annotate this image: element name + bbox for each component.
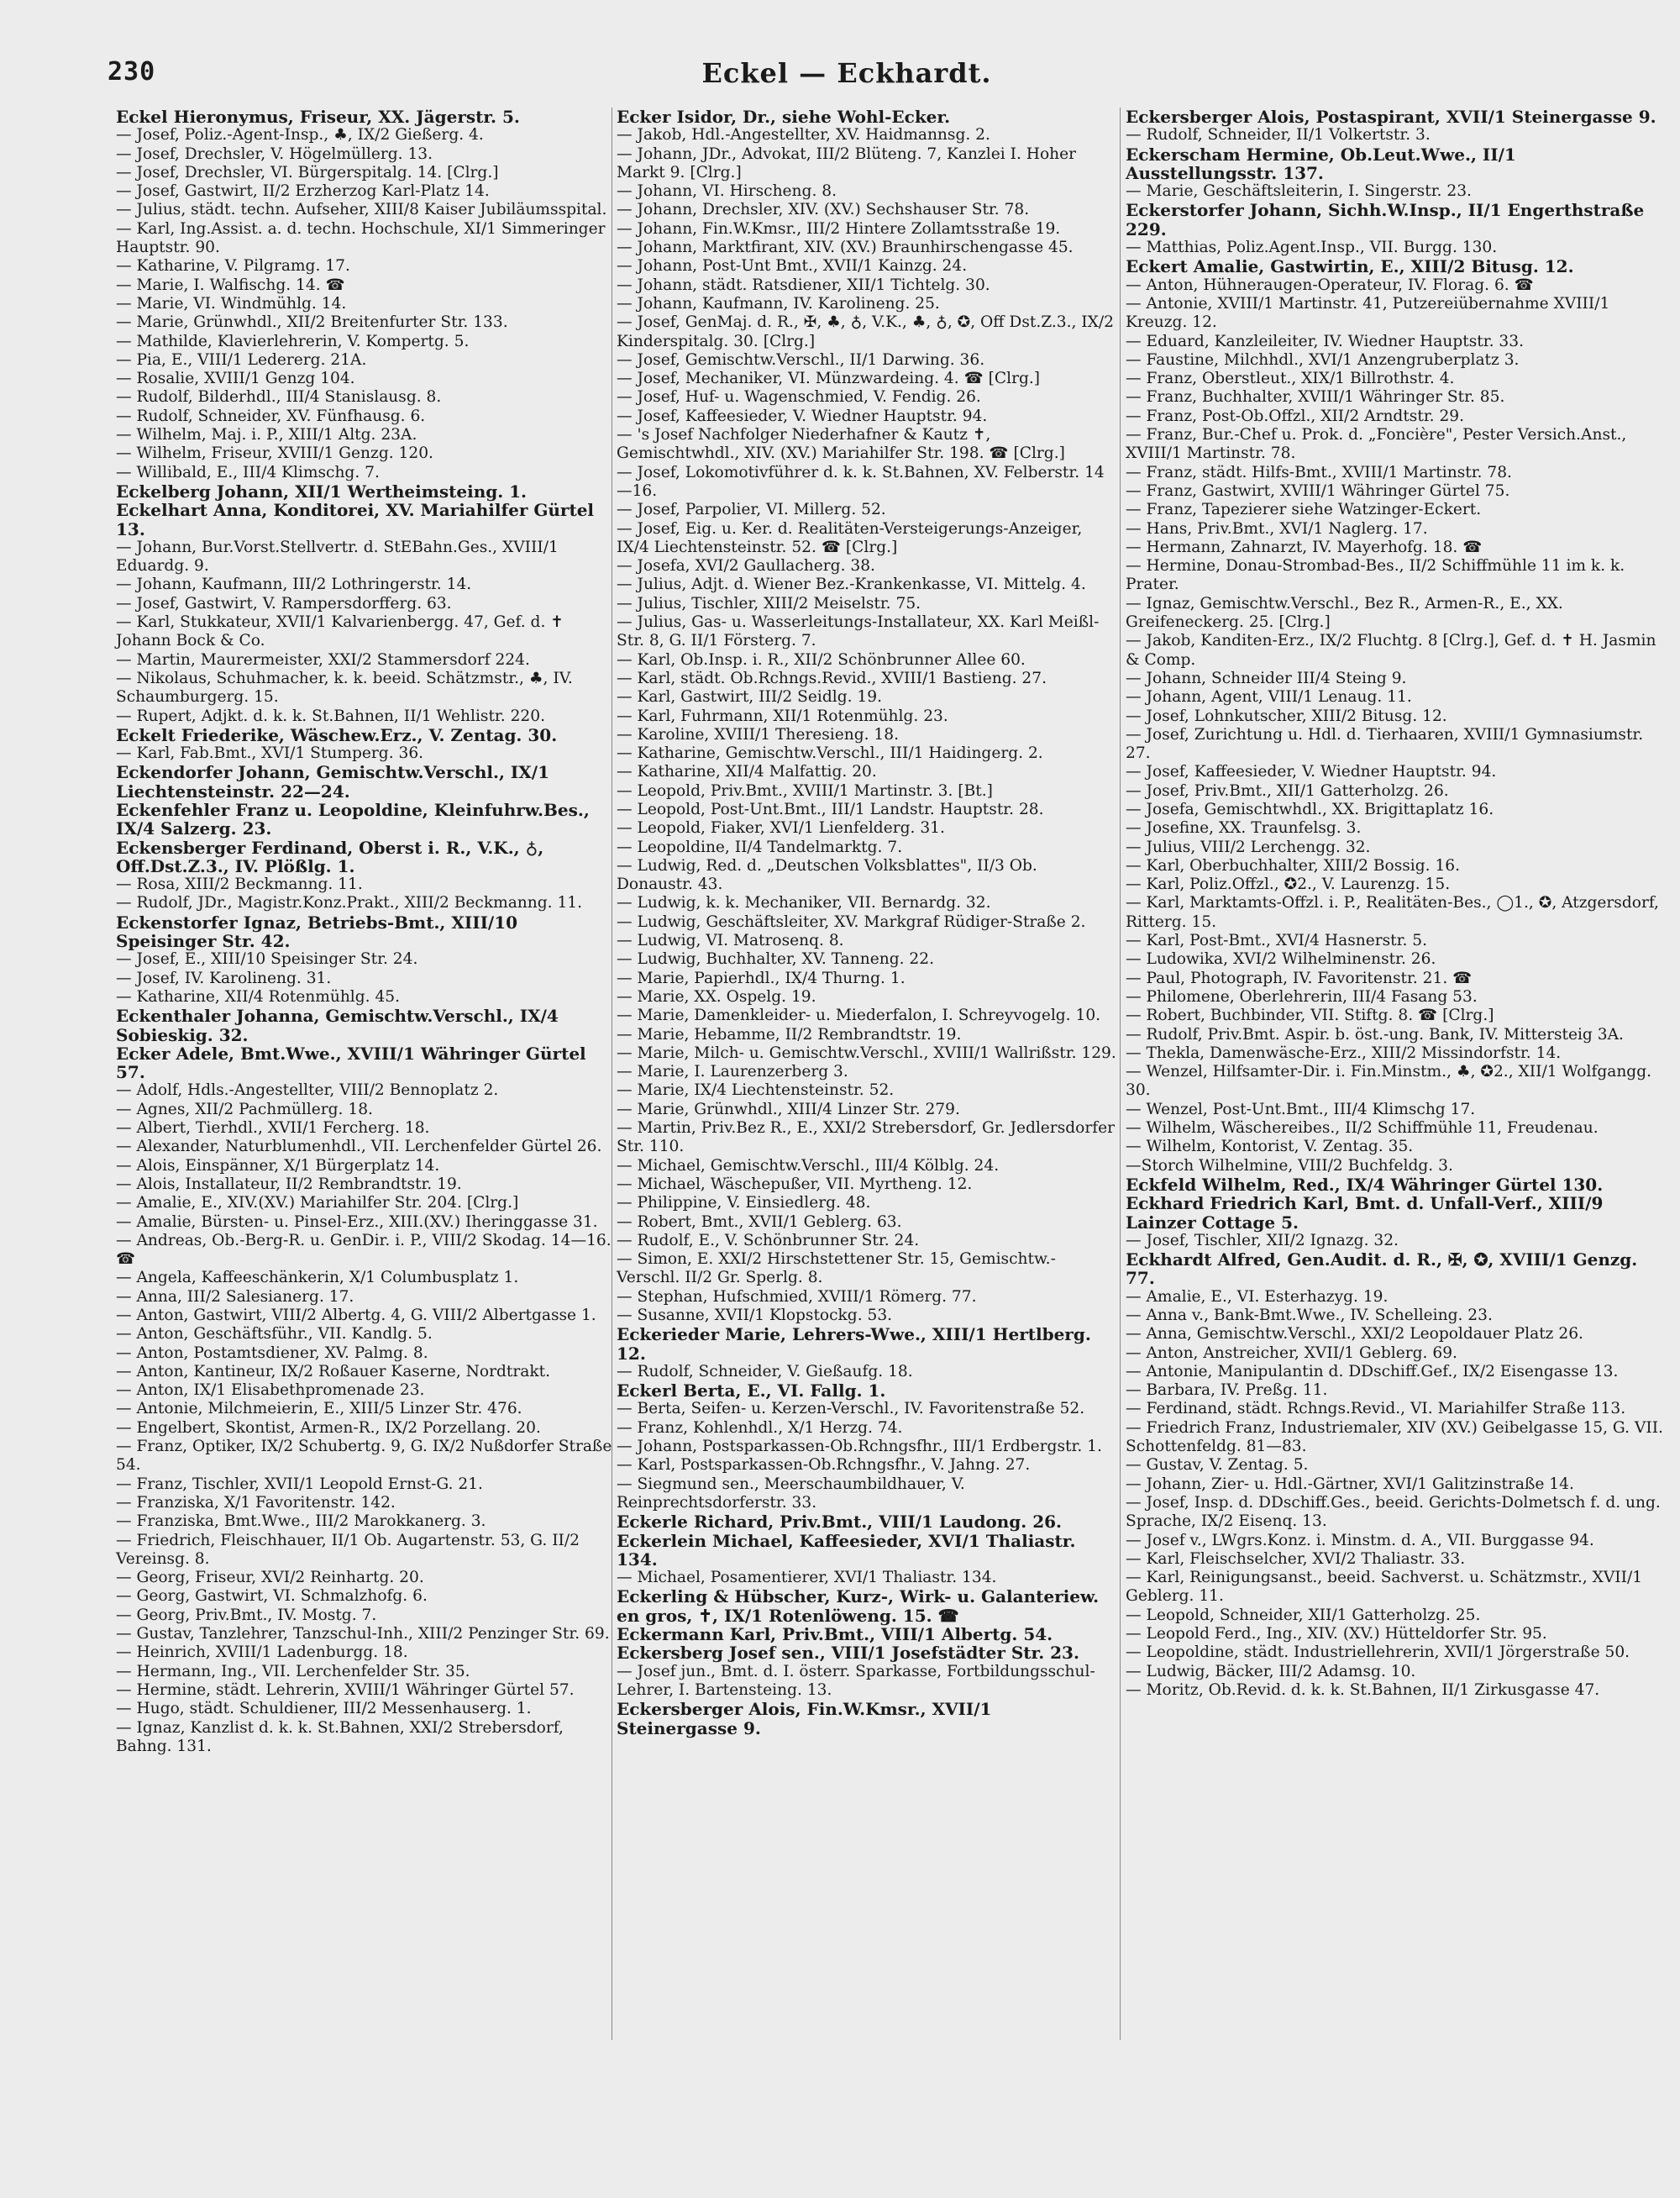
directory-entry: Eckerl Berta, E., VI. Fallg. 1.	[617, 1380, 886, 1401]
directory-entry: — Josef, Lokomotivführer d. k. k. St.Bahnen, XV. Felberstr. 14—16.	[617, 463, 1105, 500]
directory-entry: — Rudolf, E., V. Schönbrunner Str. 24.	[617, 1231, 920, 1249]
directory-entry: — Marie, Geschäftsleiterin, I. Singerstr. 23.	[1126, 182, 1472, 201]
directory-entry: — Leopold, Fiaker, XVI/1 Lienfelderg. 31.	[617, 819, 945, 838]
column-left	[116, 108, 617, 1756]
directory-entry: — Ferdinand, städt. Rchngs.Revid., VI. Mariahilfer Straße 113.	[1126, 1400, 1626, 1418]
directory-entry: — Franziska, X/1 Favoritenstr. 142.	[116, 1493, 396, 1512]
directory-entry: — Siegmund sen., Meerschaumbildhauer, V. Reinprechtsdorferstr. 33.	[617, 1475, 965, 1512]
directory-entry: Eckerle Richard, Priv.Bmt., VIII/1 Laudong. 26.	[617, 1512, 1063, 1533]
directory-entry: — Georg, Gastwirt, VI. Schmalzhofg. 6.	[116, 1587, 428, 1606]
directory-entry: —Storch Wilhelmine, VIII/2 Buchfeldg. 3.	[1126, 1156, 1453, 1175]
directory-entry: — Marie, Papierhdl., IX/4 Thurng. 1.	[617, 969, 906, 987]
directory-entry: — Josef, Parpolier, VI. Millerg. 52.	[617, 501, 886, 519]
directory-entry: — Ludwig, k. k. Mechaniker, VII. Bernardg. 32.	[617, 894, 991, 912]
directory-entry: — Josef, E., XIII/10 Speisinger Str. 24.	[116, 950, 418, 969]
directory-entry: — Karoline, XVIII/1 Theresieng. 18.	[617, 725, 899, 744]
directory-entry: — Hermine, städt. Lehrerin, XVIII/1 Währinger Gürtel 57.	[116, 1680, 575, 1699]
directory-entry: — Ignaz, Gemischtw.Verschl., Bez R., Armen-R., E., XX. Greifeneckerg. 25. [Clrg.]	[1126, 594, 1563, 632]
directory-entry: Ecker Adele, Bmt.Wwe., XVIII/1 Währinger Gürtel 57.	[116, 1043, 586, 1083]
directory-entry: — Josef, Huf- u. Wagenschmied, V. Fendig. 26.	[617, 388, 981, 407]
directory-entry: — Rudolf, Bilderhdl., III/4 Stanislausg. 8.	[116, 388, 442, 407]
directory-entry: — Hugo, städt. Schuldiener, III/2 Messenhauserg. 1.	[116, 1700, 532, 1718]
directory-entry: — Franz, Bur.-Chef u. Prok. d. „Foncière", Pester Versich.Anst., XVIII/1 Martinstr. 78.	[1126, 426, 1627, 463]
directory-entry: Eckermann Karl, Priv.Bmt., VIII/1 Albertg. 54.	[617, 1624, 1053, 1645]
directory-entry: — Ludwig, VI. Matrosenq. 8.	[617, 932, 844, 950]
directory-entry: Eckelberg Johann, XII/1 Wertheimsteing. 1.	[116, 481, 528, 502]
directory-entry: — Karl, Gastwirt, III/2 Seidlg. 19.	[617, 688, 883, 707]
directory-entry: Eckerling & Hübscher, Kurz-, Wirk- u. Galanteriew. en gros, ✝, IX/1 Rotenlöweng. 15. ☎	[617, 1586, 1100, 1626]
directory-entry: — Leopoldine, städt. Industriellehrerin, XVII/1 Jörgerstraße 50.	[1126, 1643, 1630, 1662]
directory-entry: — Karl, Fab.Bmt., XVI/1 Stumperg. 36.	[116, 744, 424, 763]
directory-entry: — Friedrich, Fleischhauer, II/1 Ob. Augartenstr. 53, G. II/2 Vereinsg. 8.	[116, 1531, 580, 1568]
directory-entry: — Alois, Installateur, II/2 Rembrandtstr. 19.	[116, 1175, 462, 1193]
directory-entry: Eckfeld Wilhelm, Red., IX/4 Währinger Gürtel 130.	[1126, 1174, 1604, 1195]
directory-entry: Eckerlein Michael, Kaffeesieder, XVI/1 Thaliastr. 134.	[617, 1530, 1076, 1570]
directory-entry: — Moritz, Ob.Revid. d. k. k. St.Bahnen, II/1 Zirkusgasse 47.	[1126, 1680, 1600, 1699]
directory-entry: — Rudolf, Schneider, V. Gießaufg. 18.	[617, 1362, 913, 1380]
directory-entry: — Josefa, Gemischtwhdl., XX. Brigittaplatz 16.	[1126, 800, 1494, 818]
directory-entry: — Josef, Eig. u. Ker. d. Realitäten-Versteigerungs-Anzeiger, IX/4 Liechtensteinstr. 52. ☎ [Clrg.]	[617, 519, 1083, 556]
directory-entry: — Hermine, Donau-Strombad-Bes., II/2 Schiffmühle 11 im k. k. Prater.	[1126, 557, 1625, 594]
directory-entry: — Johann, Drechsler, XIV. (XV.) Sechshauser Str. 78.	[617, 201, 1030, 219]
directory-entry: — Franz, städt. Hilfs-Bmt., XVIII/1 Martinstr. 78.	[1126, 463, 1512, 481]
directory-entry: — Karl, Fleischselcher, XVI/2 Thaliastr. 33.	[1126, 1549, 1466, 1568]
directory-entry: Eckendorfer Johann, Gemischtw.Verschl., IX/1 Liechtensteinstr. 22—24.	[116, 762, 549, 802]
directory-entry: — Simon, E. XXI/2 Hirschstettener Str. 15, Gemischtw.-Verschl. II/2 Gr. Sperlg. 8.	[617, 1250, 1056, 1287]
directory-entry: — Karl, Post-Bmt., XVI/4 Hasnerstr. 5.	[1126, 932, 1428, 950]
directory-entry: — Rosa, XIII/2 Beckmanng. 11.	[116, 876, 363, 894]
directory-entry: — Josef jun., Bmt. d. I. österr. Sparkasse, Fortbildungsschul-Lehrer, I. Bartensteing. 13.	[617, 1662, 1095, 1699]
directory-entry: — Amalie, E., VI. Esterhazyg. 19.	[1126, 1287, 1389, 1306]
directory-entry: Eckerstorfer Johann, Sichh.W.Insp., II/1 Engerthstraße 229.	[1126, 200, 1645, 239]
directory-entry: — Anton, Gastwirt, VIII/2 Albertg. 4, G. VIII/2 Albertgasse 1.	[116, 1307, 596, 1324]
directory-entry: — Franziska, Bmt.Wwe., III/2 Marokkanerg. 3.	[116, 1512, 486, 1531]
directory-entry: — Marie, Milch- u. Gemischtw.Verschl., XVIII/1 Wallrißstr. 129.	[617, 1044, 1116, 1062]
directory-entry: Eckhard Friedrich Karl, Bmt. d. Unfall-Verf., XIII/9 Lainzer Cottage 5.	[1126, 1193, 1604, 1233]
directory-entry: — Johann, Fin.W.Kmsr., III/2 Hintere Zollamtsstraße 19.	[617, 219, 1061, 238]
directory-entry: — Julius, VIII/2 Lerchengg. 32.	[1126, 838, 1371, 856]
directory-entry: — Rosalie, XVIII/1 Genzg 104.	[116, 370, 355, 388]
directory-entry: — Johann, VI. Hirscheng. 8.	[617, 182, 837, 201]
directory-entry: — Julius, städt. techn. Aufseher, XIII/8 Kaiser Jubiläumsspital.	[116, 201, 607, 219]
directory-entry: — Gustav, V. Zentag. 5.	[1126, 1456, 1309, 1475]
directory-entry: — Paul, Photograph, IV. Favoritenstr. 21. ☎	[1126, 969, 1473, 987]
directory-entry: — Josef, Drechsler, V. Högelmüllerg. 13.	[116, 145, 433, 163]
directory-entry: — Ludwig, Red. d. „Deutschen Volksblattes", II/3 Ob. Donaustr. 43.	[617, 856, 1037, 894]
directory-entry: — Antonie, Milchmeierin, E., XIII/5 Linzer Str. 476.	[116, 1400, 522, 1418]
directory-entry: — Friedrich Franz, Industriemaler, XIV (XV.) Geibelgasse 15, G. VII. Schottenfeldg. 81—83.	[1126, 1418, 1663, 1456]
directory-entry: Eckenthaler Johanna, Gemischtw.Verschl., IX/4 Sobieskig. 32.	[116, 1006, 559, 1045]
directory-entry: — Johann, Post-Unt Bmt., XVII/1 Kainzg. 24.	[617, 257, 968, 276]
directory-entry: — Karl, Poliz.Offzl., ✪2., V. Laurenzg. 15.	[1126, 876, 1451, 894]
page-title: Eckel — Eckhardt.	[701, 57, 992, 89]
directory-entry: — Johann, Zier- u. Hdl.-Gärtner, XVI/1 Galitzinstraße 14.	[1126, 1475, 1574, 1493]
directory-entry: — Anna, III/2 Salesianerg. 17.	[116, 1287, 354, 1306]
directory-entry: — Johann, Kaufmann, IV. Karolineng. 25.	[617, 294, 940, 313]
directory-entry: — Marie, Damenkleider- u. Miederfalon, I. Schreyvogelg. 10.	[617, 1007, 1101, 1025]
directory-entry: — Andreas, Ob.-Berg-R. u. GenDir. i. P., VIII/2 Skodag. 14—16. ☎	[116, 1231, 612, 1269]
directory-entry: — Karl, Postsparkassen-Ob.Rchngsfhr., V. Jahng. 27.	[617, 1456, 1031, 1475]
directory-entry: Eckerscham Hermine, Ob.Leut.Wwe., II/1 Ausstellungsstr. 137.	[1126, 144, 1516, 183]
directory-entry: — Josef, Lohnkutscher, XIII/2 Bitusg. 12.	[1126, 707, 1447, 725]
directory-entry: Eckersberger Alois, Postaspirant, XVII/1 Steinergasse 9.	[1126, 107, 1656, 127]
directory-entry: Eckerieder Marie, Lehrers-Wwe., XIII/1 Hertlberg. 12.	[617, 1324, 1091, 1364]
directory-entry: — Josef, Gemischtw.Verschl., II/1 Darwing. 36.	[617, 350, 985, 369]
directory-entry: — Franz, Oberstleut., XIX/1 Billrothstr. 4.	[1126, 370, 1455, 388]
directory-entry: — Wenzel, Post-Unt.Bmt., III/4 Klimschg 17.	[1126, 1100, 1476, 1118]
directory-entry: — Franz, Kohlenhdl., X/1 Herzg. 74.	[617, 1418, 903, 1437]
directory-entry: — Anton, Anstreicher, XVII/1 Geblerg. 69.	[1126, 1344, 1457, 1362]
directory-entry: — Wilhelm, Maj. i. P., XIII/1 Altg. 23A.	[116, 426, 417, 444]
directory-entry: — Leopold, Priv.Bmt., XVIII/1 Martinstr. 3. [Bt.]	[617, 781, 993, 800]
directory-entry: — Rupert, Adjkt. d. k. k. St.Bahnen, II/1 Wehlistr. 220.	[116, 707, 545, 725]
directory-entry: — Karl, Marktamts-Offzl. i. P., Realitäten-Bes., ◯1., ✪, Atzgersdorf, Ritterg. 15.	[1126, 894, 1659, 931]
page-header	[108, 57, 1678, 99]
directory-entry: — Wenzel, Hilfsamter-Dir. i. Fin.Minstm., ♣, ✪2., XII/1 Wolfgangg. 30.	[1126, 1063, 1652, 1100]
directory-entry: — Matthias, Poliz.Agent.Insp., VII. Burgg. 130.	[1126, 239, 1498, 257]
directory-entry: — Rudolf, JDr., Magistr.Konz.Prakt., XIII/2 Beckmanng. 11.	[116, 894, 583, 912]
directory-entry: — Thekla, Damenwäsche-Erz., XIII/2 Missindorfstr. 14.	[1126, 1044, 1562, 1062]
directory-entry: Eckelhart Anna, Konditorei, XV. Mariahilfer Gürtel 13.	[116, 500, 595, 539]
directory-entry: — Hermann, Zahnarzt, IV. Mayerhofg. 18. ☎	[1126, 538, 1483, 556]
column-divider	[1120, 108, 1121, 2040]
directory-entry: — Philomene, Oberlehrerin, III/4 Fasang 53.	[1126, 987, 1478, 1006]
directory-entry: — Martin, Maurermeister, XXI/2 Stammersdorf 224.	[116, 650, 530, 669]
directory-entry: — 's Josef Nachfolger Niederhafner & Kautz ✝, Gemischtwhdl., XIV. (XV.) Mariahilfer Str. 198. ☎ [Clrg.]	[617, 426, 1065, 463]
directory-entry: — Antonie, Manipulantin d. DDschiff.Gef., IX/2 Eisengasse 13.	[1126, 1362, 1619, 1380]
directory-entry: Eckenstorfer Ignaz, Betriebs-Bmt., XIII/10 Speisinger Str. 42.	[116, 912, 518, 952]
directory-entry: — Johann, städt. Ratsdiener, XII/1 Tichtelg. 30.	[617, 276, 990, 294]
directory-entry: Eckersberger Alois, Fin.W.Kmsr., XVII/1 Steinergasse 9.	[617, 1699, 992, 1738]
directory-entry: — Josef, Gastwirt, V. Rampersdorfferg. 63.	[116, 594, 452, 613]
directory-entry: — Ludwig, Bäcker, III/2 Adamsg. 10.	[1126, 1662, 1416, 1680]
directory-entry: — Josef, GenMaj. d. R., ✠, ♣, ♁, V.K., ♣, ♁, ✪, Off Dst.Z.3., IX/2 Kinderspitalg. 30. [Clrg.]	[617, 313, 1114, 350]
directory-entry: — Marie, Grünwhdl., XIII/4 Linzer Str. 279.	[617, 1100, 960, 1118]
directory-entry: — Johann, Marktfirant, XIV. (XV.) Braunhirschengasse 45.	[617, 239, 1074, 257]
directory-entry: — Michael, Posamentierer, XVI/1 Thaliastr. 134.	[617, 1569, 997, 1587]
directory-entry: — Georg, Friseur, XVI/2 Reinhartg. 20.	[116, 1569, 424, 1587]
directory-entry: — Johann, Schneider III/4 Steing 9.	[1126, 669, 1407, 687]
directory-entry: — Berta, Seifen- u. Kerzen-Verschl., IV. Favoritenstraße 52.	[617, 1400, 1085, 1418]
directory-entry: — Josefine, XX. Traunfelsg. 3.	[1126, 819, 1362, 838]
directory-entry: — Stephan, Hufschmied, XVIII/1 Römerg. 77.	[617, 1287, 977, 1306]
directory-entry: — Franz, Tapezierer siehe Watzinger-Eckert.	[1126, 501, 1482, 519]
directory-entry: — Ludwig, Buchhalter, XV. Tanneng. 22.	[617, 950, 934, 969]
directory-entry: — Josef, Tischler, XII/2 Ignazg. 32.	[1126, 1231, 1399, 1249]
page-number: 230	[108, 57, 156, 87]
directory-entry: — Jakob, Kanditen-Erz., IX/2 Fluchtg. 8 [Clrg.], Gef. d. ✝ H. Jasmin & Comp.	[1126, 632, 1656, 669]
directory-entry: — Karl, Fuhrmann, XII/1 Rotenmühlg. 23.	[617, 707, 948, 725]
directory-entry: — Ludowika, XVI/2 Wilhelminenstr. 26.	[1126, 950, 1436, 969]
directory-entry: — Josef, Zurichtung u. Hdl. d. Tierhaaren, XVIII/1 Gymnasiumstr. 27.	[1126, 725, 1644, 763]
directory-entry: — Susanne, XVII/1 Klopstockg. 53.	[617, 1307, 893, 1324]
directory-entry: — Josef, Gastwirt, II/2 Erzherzog Karl-Platz 14.	[116, 182, 490, 201]
directory-entry: — Nikolaus, Schuhmacher, k. k. beeid. Schätzmstr., ♣, IV. Schaumburgerg. 15.	[116, 669, 573, 707]
directory-entry: — Wilhelm, Friseur, XVIII/1 Genzg. 120.	[116, 444, 433, 463]
directory-entry: — Hans, Priv.Bmt., XVI/1 Naglerg. 17.	[1126, 519, 1428, 538]
directory-entry: — Julius, Adjt. d. Wiener Bez.-Krankenkasse, VI. Mittelg. 4.	[617, 576, 1086, 594]
directory-entry: — Albert, Tierhdl., XVII/1 Fercherg. 18.	[116, 1119, 430, 1138]
column-right	[1126, 108, 1672, 1700]
directory-entry: — Gustav, Tanzlehrer, Tanzschul-Inh., XIII/2 Penzinger Str. 69.	[116, 1625, 610, 1643]
directory-entry: — Katharine, Gemischtw.Verschl., III/1 Haidingerg. 2.	[617, 744, 1043, 763]
directory-entry: — Wilhelm, Kontorist, V. Zentag. 35.	[1126, 1138, 1414, 1156]
directory-entry: — Karl, Ing.Assist. a. d. techn. Hochschule, XI/1 Simmeringer Hauptstr. 90.	[116, 219, 606, 257]
directory-entry: — Amalie, Bürsten- u. Pinsel-Erz., XIII.(XV.) Iheringgasse 31.	[116, 1212, 598, 1231]
directory-entry: — Marie, I. Laurenzerberg 3.	[617, 1063, 848, 1081]
directory-entry: — Leopoldine, II/4 Tandelmarktg. 7.	[617, 838, 903, 856]
directory-entry: — Josef, Mechaniker, VI. Münzwardeing. 4. ☎ [Clrg.]	[617, 370, 1041, 388]
directory-entry: — Engelbert, Skontist, Armen-R., IX/2 Porzellang. 20.	[116, 1418, 541, 1437]
directory-entry: — Rudolf, Schneider, II/1 Volkertstr. 3.	[1126, 126, 1431, 145]
directory-entry: — Agnes, XII/2 Pachmüllerg. 18.	[116, 1100, 373, 1118]
directory-entry: — Franz, Buchhalter, XVIII/1 Währinger Str. 85.	[1126, 388, 1505, 407]
directory-entry: — Franz, Post-Ob.Offzl., XII/2 Arndtstr. 29.	[1126, 407, 1465, 425]
directory-entry: — Anton, Hühneraugen-Operateur, IV. Florag. 6. ☎	[1126, 276, 1534, 294]
directory-entry: Eckersberg Josef sen., VIII/1 Josefstädter Str. 23.	[617, 1643, 1079, 1664]
directory-entry: — Julius, Gas- u. Wasserleitungs-Installateur, XX. Karl Meißl-Str. 8, G. II/1 Försterg. 7.	[617, 613, 1100, 650]
directory-entry: — Josef, Priv.Bmt., XII/1 Gatterholzg. 26.	[1126, 781, 1449, 800]
directory-entry: — Marie, Grünwhdl., XII/2 Breitenfurter Str. 133.	[116, 313, 508, 332]
directory-entry: — Johann, Bur.Vorst.Stellvertr. d. StEBahn.Ges., XVIII/1 Eduardg. 9.	[116, 538, 559, 576]
column-middle	[617, 108, 1117, 1738]
directory-entry: — Josef, Drechsler, VI. Bürgerspitalg. 14. [Clrg.]	[116, 163, 499, 181]
directory-entry: — Katharine, V. Pilgramg. 17.	[116, 257, 350, 276]
directory-entry: — Michael, Wäschepußer, VII. Myrtheng. 12.	[617, 1175, 973, 1193]
directory-entry: Ecker Isidor, Dr., siehe Wohl-Ecker.	[617, 107, 951, 127]
directory-entry: — Marie, IX/4 Liechtensteinstr. 52.	[617, 1081, 895, 1100]
directory-entry: — Rudolf, Schneider, XV. Fünfhausg. 6.	[116, 407, 426, 425]
directory-entry: — Georg, Priv.Bmt., IV. Mostg. 7.	[116, 1606, 377, 1624]
directory-entry: — Amalie, E., XIV.(XV.) Mariahilfer Str. 204. [Clrg.]	[116, 1194, 519, 1212]
directory-entry: — Leopold, Post-Unt.Bmt., III/1 Landstr. Hauptstr. 28.	[617, 800, 1044, 818]
directory-entry: — Karl, Oberbuchhalter, XIII/2 Bossig. 16.	[1126, 856, 1461, 875]
directory-entry: — Marie, I. Walfischg. 14. ☎	[116, 276, 345, 294]
directory-entry: — Leopold Ferd., Ing., XIV. (XV.) Hütteldorfer Str. 95.	[1126, 1625, 1547, 1643]
directory-entry: — Adolf, Hdls.-Angestellter, VIII/2 Bennoplatz 2.	[116, 1081, 499, 1100]
directory-entry: Eckert Amalie, Gastwirtin, E., XIII/2 Bitusg. 12.	[1126, 256, 1574, 277]
directory-entry: — Heinrich, XVIII/1 Ladenburgg. 18.	[116, 1643, 408, 1662]
directory-entry: — Franz, Optiker, IX/2 Schubertg. 9, G. IX/2 Nußdorfer Straße 54.	[116, 1438, 612, 1475]
directory-entry: — Robert, Bmt., XVII/1 Geblerg. 63.	[617, 1212, 902, 1231]
directory-entry: — Antonie, XVIII/1 Martinstr. 41, Putzereiübernahme XVIII/1 Kreuzg. 12.	[1126, 294, 1610, 332]
directory-entry: — Anton, Kantineur, IX/2 Roßauer Kaserne, Nordtrakt.	[116, 1362, 550, 1380]
directory-entry: — Anna, Gemischtw.Verschl., XXI/2 Leopoldauer Platz 26.	[1126, 1325, 1583, 1344]
directory-entry: — Marie, XX. Ospelg. 19.	[617, 987, 816, 1006]
directory-entry: — Rudolf, Priv.Bmt. Aspir. b. öst.-ung. Bank, IV. Mittersteig 3A.	[1126, 1025, 1624, 1044]
directory-entry: Eckel Hieronymus, Friseur, XX. Jägerstr. 5.	[116, 107, 520, 127]
directory-entry: — Marie, VI. Windmühlg. 14.	[116, 294, 347, 313]
directory-entry: — Willibald, E., III/4 Klimschg. 7.	[116, 463, 380, 481]
directory-entry: — Jakob, Hdl.-Angestellter, XV. Haidmannsg. 2.	[617, 126, 990, 145]
directory-entry: — Franz, Tischler, XVII/1 Leopold Ernst-G. 21.	[116, 1475, 483, 1493]
directory-entry: — Johann, Kaufmann, III/2 Lothringerstr. 14.	[116, 576, 472, 594]
directory-entry: — Josef v., LWgrs.Konz. i. Minstm. d. A., VII. Burggasse 94.	[1126, 1531, 1594, 1549]
directory-entry: — Johann, Agent, VIII/1 Lenaug. 11.	[1126, 688, 1412, 707]
directory-entry: — Anton, Geschäftsführ., VII. Kandlg. 5.	[116, 1325, 433, 1344]
directory-entry: — Alois, Einspänner, X/1 Bürgerplatz 14.	[116, 1156, 440, 1175]
directory-entry: — Anna v., Bank-Bmt.Wwe., IV. Schelleing. 23.	[1126, 1307, 1493, 1324]
directory-entry: — Josefa, XVI/2 Gaullacherg. 38.	[617, 557, 875, 576]
directory-entry: — Ignaz, Kanzlist d. k. k. St.Bahnen, XXI/2 Strebersdorf, Bahng. 131.	[116, 1718, 564, 1755]
directory-entry: — Josef, IV. Karolineng. 31.	[116, 969, 332, 987]
directory-entry: Eckensberger Ferdinand, Oberst i. R., V.K., ♁, Off.Dst.Z.3., IV. Plößlg. 1.	[116, 837, 544, 876]
directory-entry: — Robert, Buchbinder, VII. Stiftg. 8. ☎ [Clrg.]	[1126, 1007, 1494, 1025]
directory-entry: — Pia, E., VIII/1 Ledererg. 21A.	[116, 350, 367, 369]
directory-entry: — Philippine, V. Einsiedlerg. 48.	[617, 1194, 871, 1212]
directory-entry: — Ludwig, Geschäftsleiter, XV. Markgraf Rüdiger-Straße 2.	[617, 912, 1086, 931]
directory-entry: — Martin, Priv.Bez R., E., XXI/2 Strebersdorf, Gr. Jedlersdorfer Str. 110.	[617, 1119, 1116, 1156]
directory-entry: — Leopold, Schneider, XII/1 Gatterholzg. 25.	[1126, 1606, 1481, 1624]
directory-entry: — Michael, Gemischtw.Verschl., III/4 Kölblg. 24.	[617, 1156, 1000, 1175]
directory-entry: — Josef, Poliz.-Agent-Insp., ♣, IX/2 Gießerg. 4.	[116, 126, 484, 145]
directory-entry: — Anton, Postamtsdiener, XV. Palmg. 8.	[116, 1344, 428, 1362]
directory-entry: — Franz, Gastwirt, XVIII/1 Währinger Gürtel 75.	[1126, 481, 1510, 500]
directory-entry: — Johann, JDr., Advokat, III/2 Blüteng. 7, Kanzlei I. Hoher Markt 9. [Clrg.]	[617, 145, 1077, 181]
directory-entry: — Barbara, IV. Preßg. 11.	[1126, 1381, 1328, 1400]
directory-entry: — Josef, Insp. d. DDschiff.Ges., beeid. Gerichts-Dolmetsch f. d. ung. Sprache, IX/2 Eisenq. 13.	[1126, 1493, 1661, 1531]
directory-entry: Eckelt Friederike, Wäschew.Erz., V. Zentag. 30.	[116, 724, 558, 745]
directory-entry: — Angela, Kaffeeschänkerin, X/1 Columbusplatz 1.	[116, 1269, 519, 1287]
directory-entry: — Johann, Postsparkassen-Ob.Rchngsfhr., III/1 Erdbergstr. 1.	[617, 1438, 1102, 1456]
directory-entry: — Karl, Reinigungsanst., beeid. Sachverst. u. Schätzmstr., XVII/1 Geblerg. 11.	[1126, 1569, 1643, 1606]
directory-entry: — Marie, Hebamme, II/2 Rembrandtstr. 19.	[617, 1025, 962, 1044]
directory-entry: Eckhardt Alfred, Gen.Audit. d. R., ✠, ✪, XVIII/1 Genzg. 77.	[1126, 1249, 1638, 1289]
directory-entry: Eckenfehler Franz u. Leopoldine, Kleinfuhrw.Bes., IX/4 Salzerg. 23.	[116, 799, 590, 839]
directory-entry: — Josef, Kaffeesieder, V. Wiedner Hauptstr. 94.	[1126, 763, 1497, 781]
directory-entry: — Mathilde, Klavierlehrerin, V. Kompertg. 5.	[116, 332, 470, 350]
directory-entry: — Eduard, Kanzleileiter, IV. Wiedner Hauptstr. 33.	[1126, 332, 1524, 350]
directory-entry: — Karl, Ob.Insp. i. R., XII/2 Schönbrunner Allee 60.	[617, 650, 1026, 669]
directory-entry: — Katharine, XII/4 Rotenmühlg. 45.	[116, 987, 401, 1006]
directory-entry: — Anton, IX/1 Elisabethpromenade 23.	[116, 1381, 425, 1400]
directory-entry: — Hermann, Ing., VII. Lerchenfelder Str. 35.	[116, 1662, 470, 1680]
directory-entry: — Alexander, Naturblumenhdl., VII. Lerchenfelder Gürtel 26.	[116, 1138, 602, 1156]
directory-entry: — Josef, Kaffeesieder, V. Wiedner Hauptstr. 94.	[617, 407, 988, 425]
directory-entry: — Faustine, Milchhdl., XVI/1 Anzengruberplatz 3.	[1126, 350, 1520, 369]
directory-entry: — Katharine, XII/4 Malfattig. 20.	[617, 763, 877, 781]
directory-entry: — Julius, Tischler, XIII/2 Meiselstr. 75.	[617, 594, 921, 613]
directory-entry: — Karl, städt. Ob.Rchngs.Revid., XVIII/1 Bastieng. 27.	[617, 669, 1047, 687]
directory-entry: — Karl, Stukkateur, XVII/1 Kalvarienbergg. 47, Gef. d. ✝ Johann Bock & Co.	[116, 613, 564, 650]
directory-entry: — Wilhelm, Wäschereibes., II/2 Schiffmühle 11, Freudenau.	[1126, 1119, 1599, 1138]
